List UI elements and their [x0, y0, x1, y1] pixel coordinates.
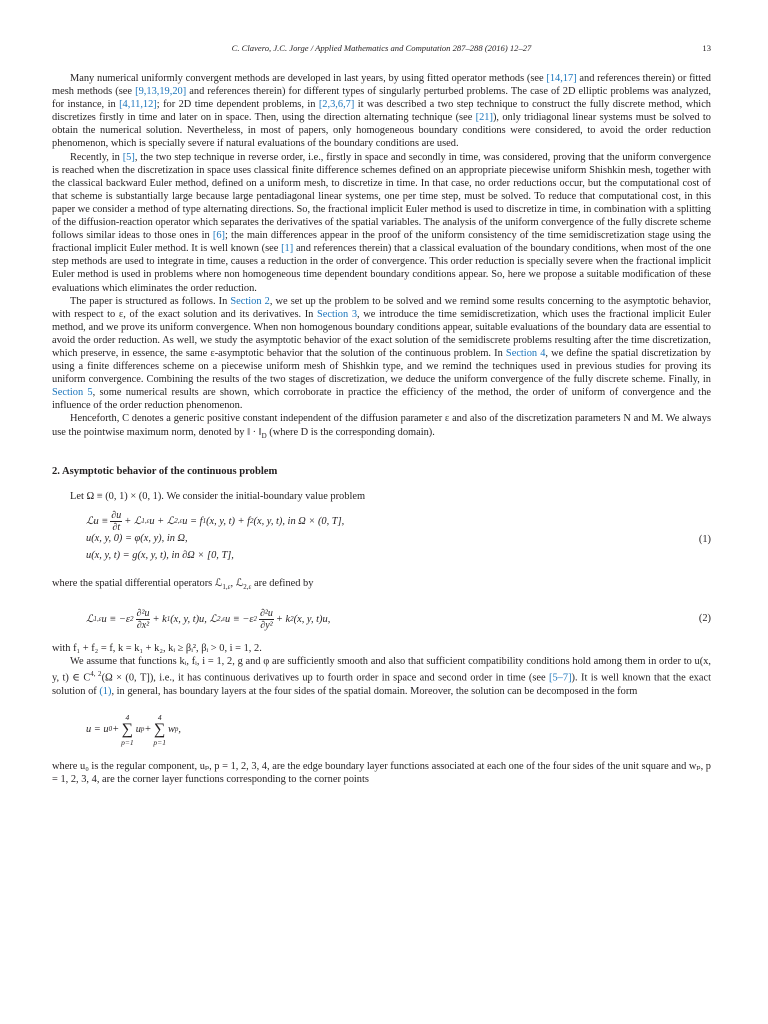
paragraph-with-conditions: with f₁ + f₂ = f, k = k₁ + k₂, kᵢ ≥ βᵢ², βᵢ > 0, i = 1, 2.: [52, 643, 262, 655]
equation-1-line-2: u(x, y, 0) = φ(x, y), in Ω,: [86, 532, 188, 544]
fraction: $\frac{\text{∂²u}}{\text{∂x²}}$: [136, 607, 150, 631]
decomposition-line: u = u 0 + 4 ∑ p=1 u p + 4 ∑ p=1 w p ,: [86, 712, 182, 747]
citation-link[interactable]: [6]: [212, 230, 225, 242]
fraction: $\frac{\text{∂²u}}{\text{∂y²}}$: [259, 607, 273, 631]
paragraph-operators: where the spatial differential operators ℒ$_{1,\varepsilon}$, ℒ$_{2,\varepsilon}$ are defined by: [52, 577, 314, 591]
citation-link[interactable]: [9,13,19,20]: [135, 86, 187, 98]
citation-link[interactable]: [4,11,12]: [119, 99, 157, 111]
paragraph-decomposition: where u₀ is the regular component, uₚ, p = 1, 2, 3, 4, are the edge boundary layer functions associated at each one of the four sides of the unit square and wₚ, p = 1, 2, 3, 4, are the corner layer functions corresponding to the corner points: [52, 760, 711, 785]
equation-number: (2): [698, 613, 711, 625]
section-link[interactable]: Section 3: [317, 308, 358, 320]
summation: 4 ∑ p=1: [121, 712, 134, 747]
article-body: [52, 72, 711, 786]
section-link[interactable]: Section 5: [52, 387, 93, 399]
equation-2: [52, 604, 711, 634]
equation-1-line-3: u(x, y, t) = g(x, y, t), in ∂Ω × [0, T],: [86, 549, 234, 561]
equation-1: [52, 509, 711, 569]
citation-link[interactable]: [1]: [281, 243, 294, 255]
page: [52, 40, 711, 786]
running-header: [52, 40, 711, 56]
paragraph-problem-intro: Let Ω ≡ (0, 1) × (0, 1). We consider the initial-boundary value problem: [70, 490, 366, 502]
paragraph-intro-2: Recently, in [5], the two step technique in reverse order, i.e., firstly in space and secondly in time, was considered, proving that the uniform convergence is reached when the discretization in space uses classical finite difference schemes defined on an appropriate piecewise uniform Shishkin mesh, together with the classical backward Euler method, defined on a uniform mesh, to discretize in time. In that case, no order reductions occur, but the computational cost of that scheme is substantially large because large pentadiagonal linear systems, one per time step, must be solved. To reduce that computational cost, in this paper we consider a method of type alternating directions. So, the fractional implicit Euler method is used to discretize in time, in combination with a splitting of the diffusion-reaction operator which separates the derivatives of the spatial variables. The analysis of the uniform convergence of the fully discrete scheme follows similar ideas to those ones in [6]; the main differences appear in the proof of the uniform consistency of the time semidiscretization stage using the fractional implicit Euler method. It is well known (see [1] and references therein) that a classical evaluation of the boundary conditions, when most of the one step methods are used to integrate in time, causes a reduction in the order of convergence. This order reduction is specially severe when the fractional implicit Euler method is used in problems where non homogeneous time dependent boundary conditions appear. So, here we propose a suitable modification of these evaluations which eliminates the order reduction.: [52, 151, 711, 294]
summation: 4 ∑ p=1: [153, 712, 166, 747]
equation-number: (1): [698, 533, 711, 545]
paragraph-intro-4: Henceforth, C denotes a generic positive constant independent of the diffusion parameter ε and also of the discretization parameters N and M. We always use the pointwise maximum norm, denoted by ‖ · $‖_D$ (where D is the corresponding domain).: [52, 413, 711, 440]
equation-link[interactable]: (1): [99, 685, 112, 697]
paragraph-intro-3: The paper is structured as follows. In Section 2, we set up the problem to be solved and we remind some results concerning to the asymptotic behavior, with respect to ε, of the exact solution and its derivatives. In Section 3, we introduce the time semidiscretization, which uses the fractional implicit Euler method, and we prove its uniform convergence. When non homogenous boundary conditions appear, suitable evaluations of the boundary data are essential to avoid the order reduction. As well, we study the asymptotic behavior of the exact solution of the semidiscrete problems resulting after the time discretization, which preserve, in essence, the same ε-asymptotic behavior that the solution of the continuous problem. In Section 4, we define the spatial discretization by using a finite differences scheme on a piecewise uniform mesh of Shishkin type, and we remind the techniques used in previous studies for proving its uniform convergence. Combining the results of the two stages of discretization, we deduce the uniform convergence of the fully discrete scheme. Finally, in Section 5, some numerical results are shown, which corroborate in practice the efficiency of the method, the order of uniform of convergence and the influence of the order reduction phenomenon.: [52, 295, 712, 412]
section-heading: 2. Asymptotic behavior of the continuous problem: [52, 465, 278, 477]
citation-link[interactable]: [14,17]: [546, 73, 577, 84]
equation-1-line-1: ℒu ≡ $\frac{\partial u}{\partial t}$ + ℒ 1,ε u + ℒ 2,ε u = f 1 (x, y, t) + f 2 (x, y, t), in Ω × (0, T],: [86, 509, 345, 533]
citation-link[interactable]: [2,3,6,7]: [318, 99, 355, 111]
citation-link[interactable]: [21]: [475, 112, 493, 124]
paragraph-assumptions: We assume that functions kᵢ, fᵢ, i = 1, 2, g and φ are sufficiently smooth and also that sufficient compatibility conditions hold among them in order to u(x, y, t) ∈ C$^{4, 2}$(Ω × (0, T]), i.e., it has continuous derivatives up to fourth order in space and second order in time (see [5–7]). It is well known that the exact solution of (1), in general, has boundary layers at the four sides of the spatial domain. Moreover, the solution can be decomposed in the form: [52, 656, 711, 697]
section-link[interactable]: Section 2: [230, 295, 270, 307]
citation-link[interactable]: [5]: [122, 151, 135, 163]
page-number: 13: [702, 43, 711, 53]
equation-2-line: ℒ 1,ε u ≡ −ε 2 $\frac{\text{∂²u}}{\text{∂x²}}$ + k 1 (x, y, t)u, ℒ 2,ε u ≡ −ε 2 $\frac{\text{∂²u}}{\text{∂y²}}$ + k 2 (x, y, t)u,: [86, 607, 331, 631]
citation-link[interactable]: [5–7]: [549, 672, 572, 684]
running-title: C. Clavero, J.C. Jorge / Applied Mathematics and Computation 287–288 (2016) 12–27: [231, 43, 532, 53]
section-link[interactable]: Section 4: [505, 347, 546, 359]
fraction: $\frac{\partial u}{\partial t}$: [111, 509, 122, 533]
paragraph-intro-1: Many numerical uniformly convergent methods are developed in last years, by using fitted operator methods (see [14,17] and references therein) or fitted mesh methods (see [9,13,19,20] and references therein) for different types of singularly perturbed problems. The case of 2D elliptic problems was analyzed, for instance, in [4,11,12]; for 2D time dependent problems, in [2,3,6,7] it was described a two step technique to construct the fully discrete method, which discretizes firstly in time and later on in space. Then, using the direction alternating technique (see [21]), only tridiagonal linear systems must be solved to obtain the numerical solution. Nevertheless, in most of papers, only homogeneous boundary conditions were considered, to avoid the order reduction phenomenon, which is specially severe if natural evaluations of the boundary conditions are used.: [52, 73, 712, 150]
equation-decomposition: [52, 708, 711, 752]
